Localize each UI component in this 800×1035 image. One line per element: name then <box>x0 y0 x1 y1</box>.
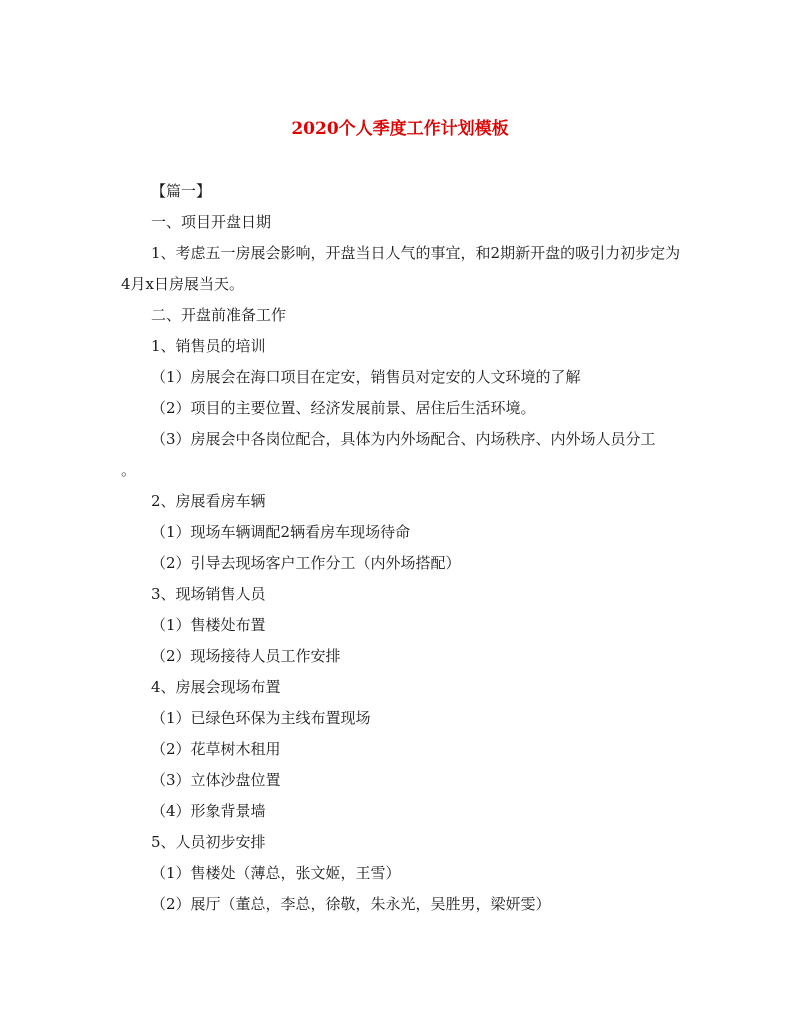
subsection-heading: 3、现场销售人员 <box>151 585 266 603</box>
list-item: （4）形象背景墙 <box>151 802 266 820</box>
section-heading: 一、项目开盘日期 <box>151 213 272 231</box>
list-item: （2）项目的主要位置、经济发展前景、居住后生活环境。 <box>151 399 536 417</box>
list-item: （1）房展会在海口项目在定安，销售员对定安的人文环境的了解 <box>151 368 581 386</box>
list-item: （2）花草树木租用 <box>151 740 281 758</box>
paragraph: 1、考虑五一房展会影响，开盘当日人气的事宜，和2期新开盘的吸引力初步定为4月x日房展当天。 <box>121 244 681 293</box>
subsection-heading: 2、房展看房车辆 <box>151 492 266 510</box>
list-item: （1）已绿色环保为主线布置现场 <box>151 709 371 727</box>
list-item-continuation: 。 <box>121 461 137 479</box>
section-heading: 二、开盘前准备工作 <box>151 306 287 324</box>
list-item: （3）房展会中各岗位配合，具体为内外场配合、内场秩序、内外场人员分工 <box>151 430 656 448</box>
subsection-heading: 5、人员初步安排 <box>151 833 266 851</box>
list-item: （2）引导去现场客户工作分工（内外场搭配） <box>151 554 461 572</box>
list-item: （2）现场接待人员工作安排 <box>151 647 341 665</box>
document-body <box>121 176 681 920</box>
subsection-heading: 1、销售员的培训 <box>151 337 266 355</box>
list-item: （1）现场车辆调配2辆看房车现场待命 <box>151 523 411 541</box>
section-heading: 【篇一】 <box>151 182 212 200</box>
document-title: 2020个人季度工作计划模板 <box>291 119 509 139</box>
list-item: （1）售楼处布置 <box>151 616 266 634</box>
list-item: （1）售楼处（薄总，张文姬，王雪） <box>151 864 401 882</box>
subsection-heading: 4、房展会现场布置 <box>151 678 281 696</box>
list-item: （3）立体沙盘位置 <box>151 771 281 789</box>
list-item: （2）展厅（董总，李总，徐敬，朱永光，吴胜男，梁妍雯） <box>151 895 551 913</box>
